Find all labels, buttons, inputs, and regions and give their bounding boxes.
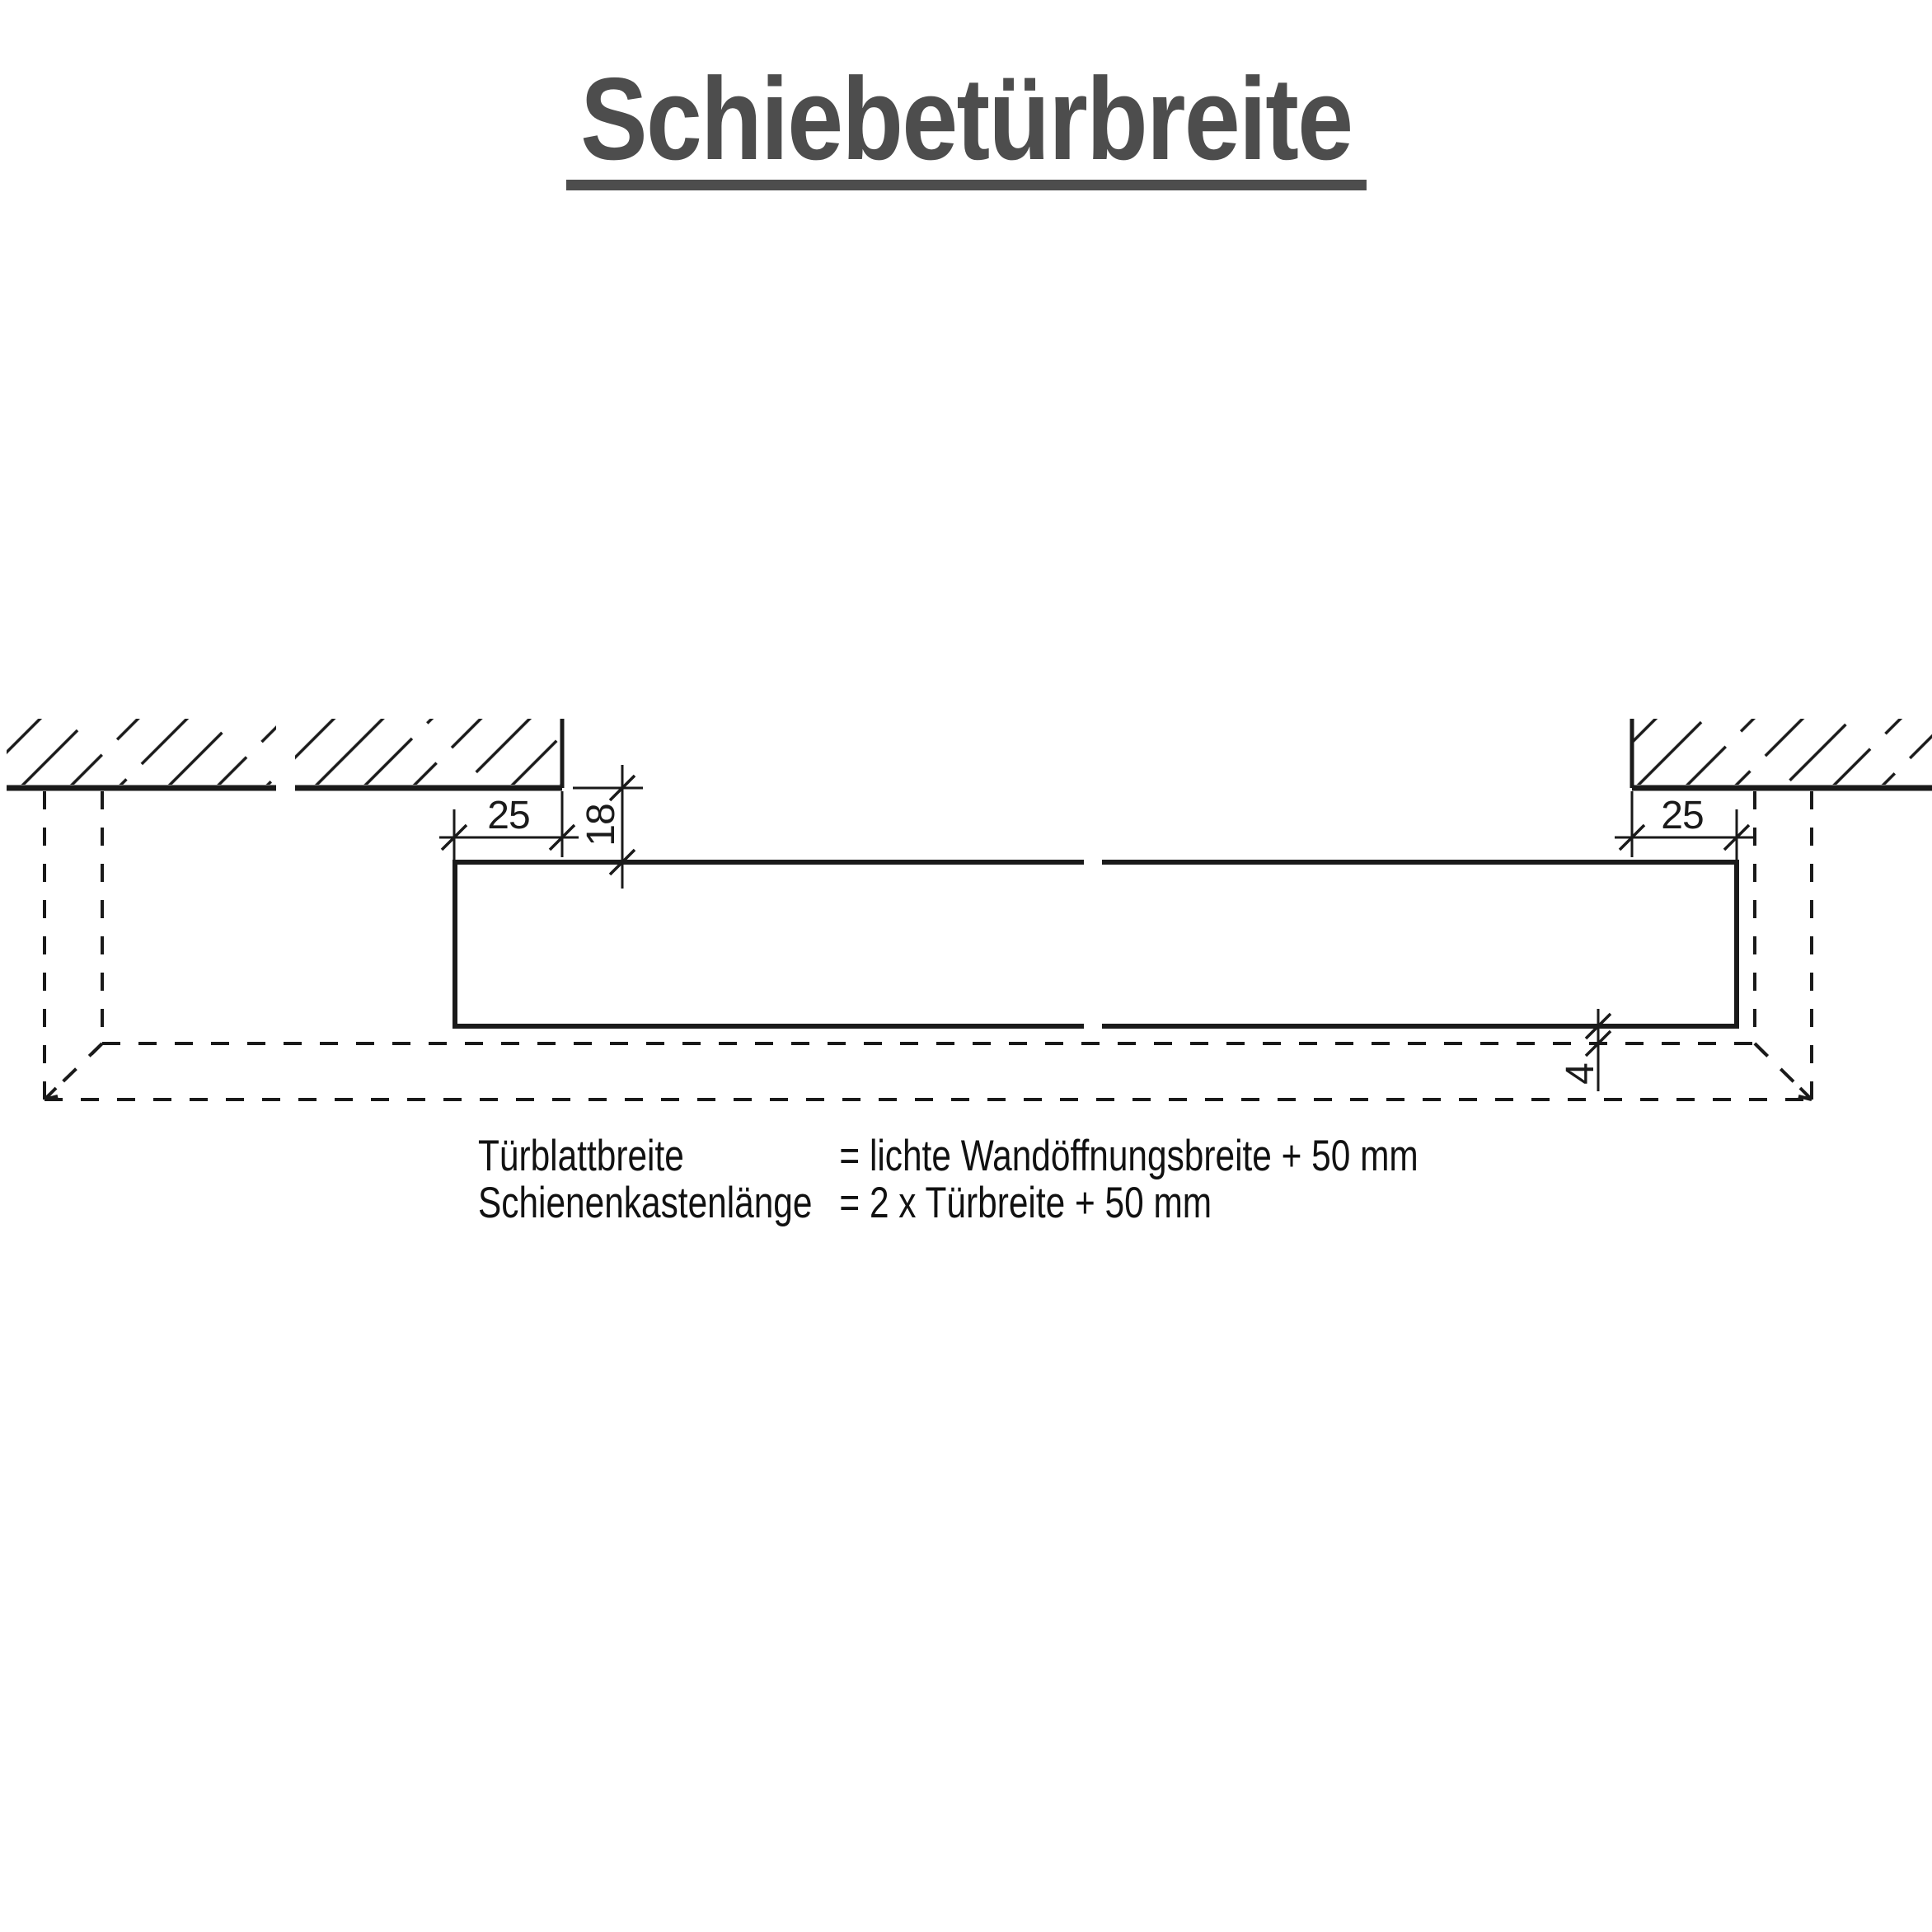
track-box-dashed [45, 791, 1812, 1100]
page-title: Schiebetürbreite [566, 61, 1367, 190]
door-panel-right-part [1102, 862, 1737, 1026]
formula-value: = 2 x Türbreite + 50 mm [839, 1179, 1212, 1227]
wall-hatch-left-a [7, 719, 276, 785]
formula-label: Schienenkastenlänge [478, 1179, 813, 1227]
wall-section-right [1632, 719, 1932, 788]
wall-hatch-left-b [295, 719, 562, 785]
track-box-corner-marks [45, 1043, 1812, 1100]
dim-label-right-overlap: 25 [1661, 794, 1704, 837]
dim-label-bottom-gap: 4 [1559, 1063, 1602, 1085]
dim-label-left-overlap: 25 [487, 794, 530, 837]
formula-value: = lichte Wandöffnungsbreite + 50 mm [839, 1132, 1419, 1180]
formula-label: Türblattbreite [478, 1132, 684, 1180]
wall-hatch-right [1632, 719, 1932, 785]
formula-row-door-width [478, 1132, 1419, 1179]
wall-section-left [7, 719, 562, 788]
dim-label-rail-offset: 18 [579, 804, 623, 846]
formula-row-track-length [478, 1179, 1419, 1226]
formula-block [478, 1132, 1419, 1226]
door-panel-left-part [455, 862, 1084, 1026]
door-panel [455, 862, 1737, 1026]
